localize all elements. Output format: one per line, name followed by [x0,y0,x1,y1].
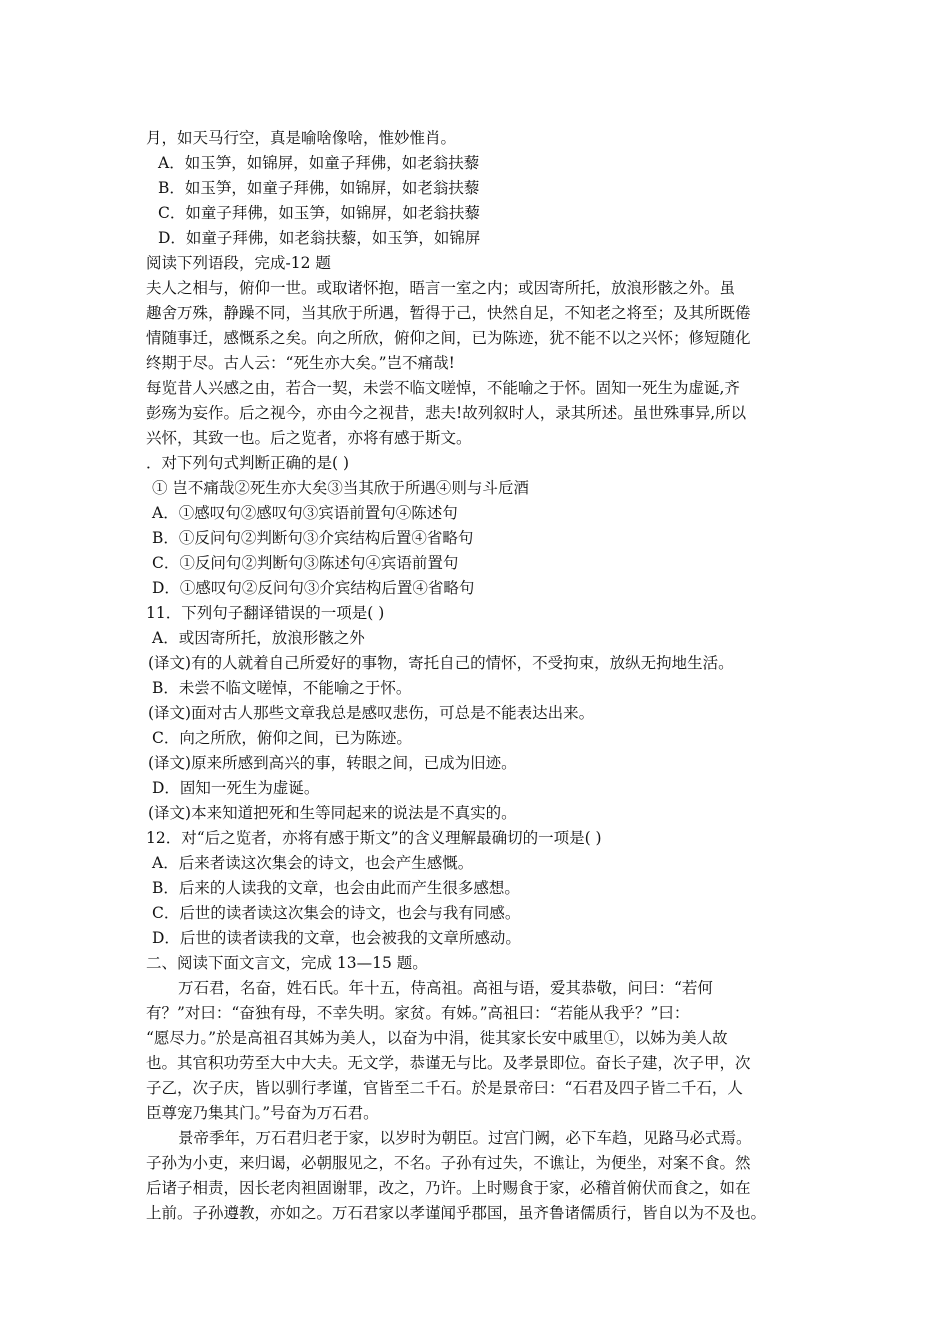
passage-line: 后诸子相责，因长老肉袒固谢罪，改之，乃许。上时赐食于家，必稽首俯伏而食之，如在 [146,1179,751,1197]
passage-line: 趣舍万殊，静躁不同，当其欣于所遇，暂得于己，快然自足，不知老之将至；及其所既倦 [146,304,751,322]
question-10: ．对下列句式判断正确的是( ) [146,454,350,472]
option-b: B．后来的人读我的文章，也会由此而产生很多感想。 [152,879,520,897]
option-d: D．固知一死生为虚诞。 [152,779,320,797]
option-c: C．向之所欣，俯仰之间，已为陈迹。 [152,729,412,747]
option-a: A．后来者读这次集会的诗文，也会产生感慨。 [152,854,474,872]
passage-line: 臣尊宠乃集其门。”号奋为万石君。 [146,1104,379,1122]
translation-line: (译文)面对古人那些文章我总是感叹悲伤，可总是不能表达出来。 [148,704,595,722]
passage-line: 情随事迁，感慨系之矣。向之所欣，俯仰之间，已为陈迹，犹不能不以之兴怀；修短随化 [146,329,751,347]
option-c: C．如童子拜佛，如玉笋，如锦屏，如老翁扶藜 [158,204,480,222]
passage-line: 兴怀，其致一也。后之览者，亦将有感于斯文。 [146,429,472,447]
option-d: D．后世的读者读我的文章，也会被我的文章所感动。 [152,929,521,947]
passage-line: 万石君，名奋，姓石氏。年十五，侍高祖。高祖与语，爱其恭敬，问曰：“若何 [178,979,713,997]
option-c: C．后世的读者读这次集会的诗文，也会与我有同感。 [152,904,521,922]
option-a: A．①感叹句②感叹句③宾语前置句④陈述句 [152,504,458,522]
option-c: C．①反问句②判断句③陈述句④宾语前置句 [152,554,459,572]
passage-line: 终期于尽。古人云：“死生亦大矣。”岂不痛哉! [146,354,455,372]
passage-line: 夫人之相与，俯仰一世。或取诸怀抱，晤言一室之内；或因寄所托，放浪形骸之外。虽 [146,279,736,297]
option-b: B．如玉笋，如童子拜佛，如锦屏，如老翁扶藜 [158,179,480,197]
option-d: D．如童子拜佛，如老翁扶藜，如玉笋，如锦屏 [158,229,481,247]
section-instruction: 阅读下列语段，完成-12 题 [146,254,331,272]
passage-line: 彭殇为妄作。后之视今，亦由今之视昔，悲夫!故列叙时人，录其所述。虽世殊事异,所以 [146,404,747,422]
section-heading: 二、阅读下面文言文，完成 13—15 题。 [146,954,428,972]
option-b: B．①反问句②判断句③介宾结构后置④省略句 [152,529,474,547]
passage-line: “愿尽力。”於是高祖召其姊为美人，以奋为中涓，徙其家长安中戚里①，以姊为美人故 [146,1029,728,1047]
text-line: 月，如天马行空，真是喻啥像啥，惟妙惟肖。 [146,129,457,147]
question-sentences: ① 岂不痛哉②死生亦大矣③当其欣于所遇④则与斗卮酒 [152,479,529,497]
translation-line: (译文)原来所感到高兴的事，转眼之间，已成为旧迹。 [148,754,517,772]
translation-line: (译文)有的人就着自己所爱好的事物，寄托自己的情怀，不受拘束，放纵无拘地生活。 [148,654,734,672]
option-a: A．或因寄所托，放浪形骸之外 [152,629,365,647]
question-11: 11．下列句子翻译错误的一项是( ) [146,604,385,622]
translation-line: (译文)本来知道把死和生等同起来的说法是不真实的。 [148,804,517,822]
passage-line: 每览昔人兴感之由，若合一契，未尝不临文嗟悼，不能喻之于怀。固知一死生为虚诞,齐 [146,379,740,397]
option-d: D．①感叹句②反问句③介宾结构后置④省略句 [152,579,475,597]
passage-line: 子孙为小吏，来归谒，必朝服见之，不名。子孙有过失，不谯让，为便坐，对案不食。然 [146,1154,751,1172]
passage-line: 也。其官积功劳至大中大夫。无文学，恭谨无与比。及孝景即位。奋长子建，次子甲，次 [146,1054,751,1072]
passage-line: 有？”对曰：“奋独有母，不幸失明。家贫。有姊。”高祖曰：“若能从我乎？”曰： [146,1004,690,1022]
option-b: B．未尝不临文嗟悼，不能喻之于怀。 [152,679,412,697]
passage-line: 景帝季年，万石君归老于家，以岁时为朝臣。过宫门阙，必下车趋，见路马必式焉。 [178,1129,752,1147]
question-12: 12．对“后之览者，亦将有感于斯文”的含义理解最确切的一项是( ) [146,829,602,847]
passage-line: 上前。子孙遵教，亦如之。万石君家以孝谨闻乎郡国，虽齐鲁诸儒质行，皆自以为不及也。 [146,1204,767,1222]
option-a: A．如玉笋，如锦屏，如童子拜佛，如老翁扶藜 [158,154,480,172]
passage-line: 子乙，次子庆，皆以驯行孝谨，官皆至二千石。於是景帝曰：“石君及四子皆二千石，人 [146,1079,743,1097]
